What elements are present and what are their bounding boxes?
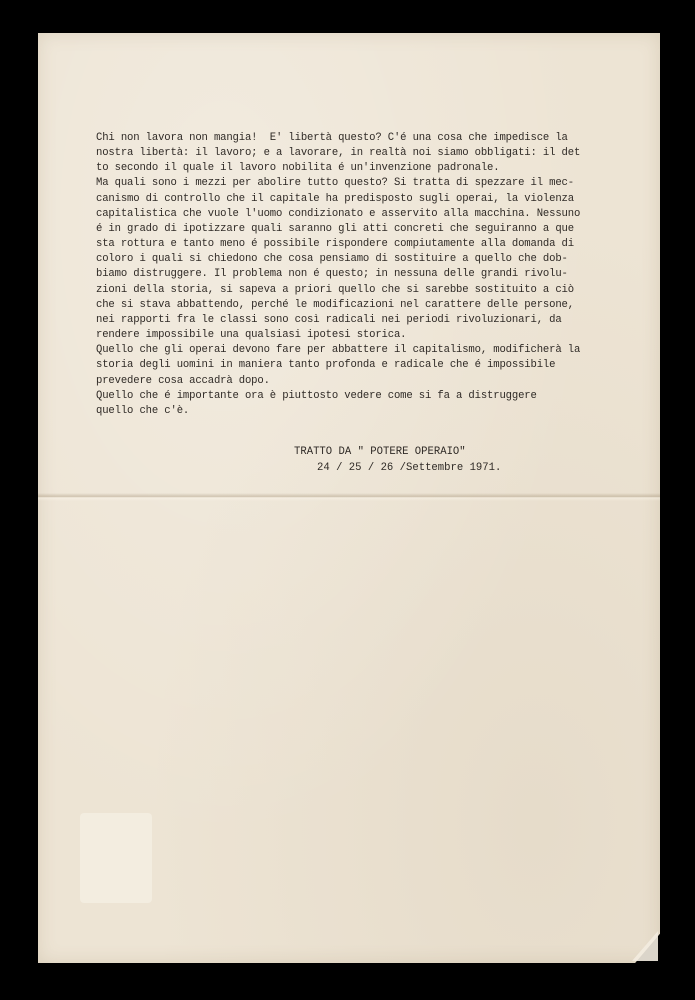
text-line: quello che c'è. bbox=[96, 404, 190, 417]
text-line: storia degli uomini in maniera tanto profonda e radicale che é impossibile bbox=[96, 359, 556, 372]
text-line: rendere impossibile una qualsiasi ipotesi storica. bbox=[96, 329, 407, 342]
text-line: biamo distruggere. Il problema non é questo; in nessuna delle grandi rivolu- bbox=[96, 268, 568, 281]
text-line: sta rottura e tanto meno é possibile rispondere compiutamente alla domanda di bbox=[96, 238, 574, 251]
text-line: Quello che é importante ora è piuttosto vedere come si fa a distruggere bbox=[96, 389, 537, 402]
text-line: canismo di controllo che il capitale ha predisposto sugli operai, la violenza bbox=[96, 192, 574, 205]
text-line: Quello che gli operai devono fare per abbattere il capitalismo, modificherà la bbox=[96, 344, 581, 357]
text-line: capitalistica che vuole l'uomo condizionato e asservito alla macchina. Nessuno bbox=[96, 207, 581, 220]
text-line: prevedere cosa accadrà dopo. bbox=[96, 374, 270, 387]
typewritten-page bbox=[38, 33, 660, 963]
paper-fold bbox=[38, 493, 660, 501]
text-line: coloro i quali si chiedono che cosa pensiamo di sostituire a quello che dob- bbox=[96, 253, 568, 266]
text-line: to secondo il quale il lavoro nobilita é un'invenzione padronale. bbox=[96, 162, 500, 175]
text-line: nostra libertà: il lavoro; e a lavorare, in realtà noi siamo obbligati: il det bbox=[96, 147, 581, 160]
paper-stain bbox=[80, 813, 152, 903]
text-line: Chi non lavora non mangia! E' libertà questo? C'é una cosa che impedisce la bbox=[96, 132, 568, 144]
source-date: 24 / 25 / 26 /Settembre 1971. bbox=[317, 462, 502, 474]
text-line: Ma quali sono i mezzi per abolire tutto questo? Si tratta di spezzare il mec- bbox=[96, 177, 574, 190]
text-line: zioni della storia, si sapeva a priori quello che si sarebbe sostituito a ciò bbox=[96, 283, 574, 296]
source-attribution bbox=[294, 444, 501, 476]
text-line: nei rapporti fra le classi sono così radicali nei periodi rivoluzionari, da bbox=[96, 313, 562, 326]
body-text bbox=[96, 131, 596, 419]
text-line: che si stava abbattendo, perché le modificazioni nel carattere delle persone, bbox=[96, 298, 574, 311]
source-name: TRATTO DA " POTERE OPERAIO" bbox=[294, 446, 466, 458]
text-line: é in grado di ipotizzare quali saranno gli atti concreti che seguiranno a que bbox=[96, 222, 574, 235]
